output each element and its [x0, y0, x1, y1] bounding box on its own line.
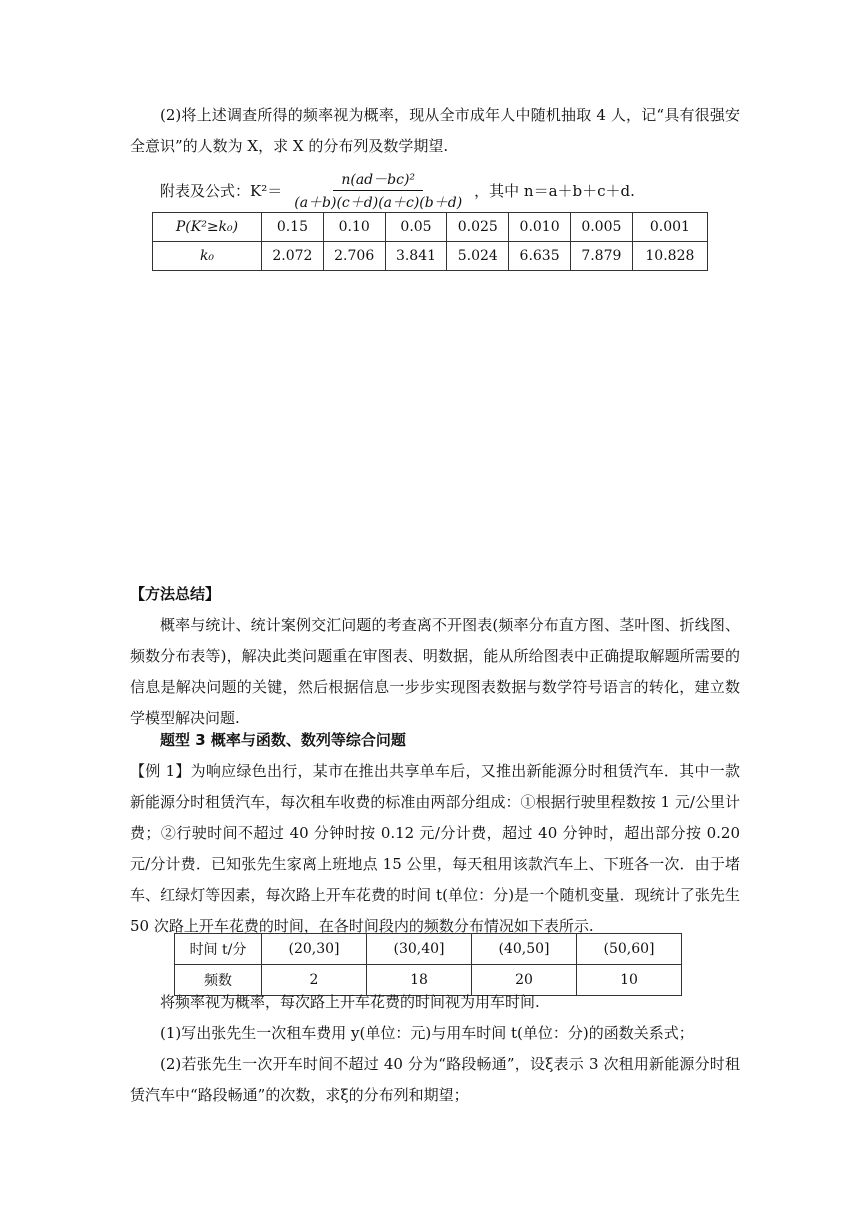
- question-1-text: (1)写出张先生一次租车费用 y(单位：元)与用车时间 t(单位：分)的函数关系式；: [160, 1024, 694, 1042]
- table-cell: 20: [472, 965, 577, 996]
- table-cell: (20,30]: [262, 934, 367, 965]
- question-2b-text: (2)若张先生一次开车时间不超过 40 分为“路段畅通”，设ξ表示 3 次租用新能源分时租赁汽车中“路段畅通”的次数，求ξ的分布列和期望；: [130, 1055, 740, 1104]
- formula-suffix: ，其中 n＝a＋b＋c＋d.: [474, 181, 635, 200]
- chi-square-fraction: [286, 169, 470, 212]
- table-row: [153, 213, 708, 242]
- table-cell: 7.879: [570, 242, 632, 271]
- table-cell: 3.841: [385, 242, 447, 271]
- question-2-text: (2)将上述调查所得的频率视为概率，现从全市成年人中随机抽取 4 人，记“具有很强安全意识”的人数为 X，求 X 的分布列及数学期望.: [130, 106, 740, 155]
- table-cell: 2.706: [323, 242, 385, 271]
- table-header-cell: P(K²≥k₀): [153, 213, 262, 242]
- fraction-numerator: n(ad－bc)²: [333, 169, 423, 191]
- table-cell: 0.025: [447, 213, 509, 242]
- table-cell: 6.635: [509, 242, 571, 271]
- table-cell: 0.10: [323, 213, 385, 242]
- table-cell: 0.05: [385, 213, 447, 242]
- table-cell: 0.005: [570, 213, 632, 242]
- table-row: [153, 242, 708, 271]
- table-cell: 2.072: [262, 242, 324, 271]
- table-cell: 0.010: [509, 213, 571, 242]
- table-header-cell: 频数: [175, 965, 262, 996]
- table-cell: 10: [577, 965, 682, 996]
- formula-line: [160, 165, 635, 215]
- table-cell: 18: [367, 965, 472, 996]
- method-summary: 概率与统计、统计案例交汇问题的考查离不开图表(频率分布直方图、茎叶图、折线图、频数分布表等)，解决此类问题重在审图表、明数据，能从所给图表中正确提取解题所需要的信息是解决问题的关键，然后根据信息一步步实现图表数据与数学符号语言的转化，建立数学模型解决问题.: [130, 616, 740, 727]
- table-cell: (30,40]: [367, 934, 472, 965]
- table-header-cell: 时间 t/分: [175, 934, 262, 965]
- table-header-cell: k₀: [153, 242, 262, 271]
- table-row: [175, 934, 682, 965]
- assumption-text: 将频率视为概率，每次路上开车花费的时间视为用车时间.: [160, 993, 540, 1011]
- example-1-text: 【例 1】为响应绿色出行，某市在推出共享单车后，又推出新能源分时租赁汽车．其中一款新能源分时租赁汽车，每次租车收费的标准由两部分组成：①根据行驶里程数按 1 元/公里计费；②行驶时间不超过 40 分钟时按 0.12 元/分计费，超过 40 分钟时，超出部分按 0.20 元/分计费．已知张先生家离上班地点 15 公里，每天租用该款汽车上、下班各一次．由于堵车、红绿灯等因素，每次路上开车花费的时间 t(单位：分)是一个随机变量．现统计了张先生 50 次路上开车花费的时间，在各时间段内的频数分布情况如下表所示.: [130, 762, 740, 935]
- formula-prefix: 附表及公式：K²＝: [160, 181, 283, 200]
- table-cell: (50,60]: [577, 934, 682, 965]
- method-heading: 【方法总结】: [130, 585, 221, 603]
- table-cell: (40,50]: [472, 934, 577, 965]
- table-cell: 0.001: [632, 213, 707, 242]
- table-cell: 2: [262, 965, 367, 996]
- table-cell: 0.15: [262, 213, 324, 242]
- type-3-heading: 题型 3 概率与函数、数列等综合问题: [160, 731, 406, 749]
- critical-value-table: [152, 212, 708, 271]
- fraction-denominator: (a＋b)(c＋d)(a＋c)(b＋d): [294, 194, 463, 211]
- table-cell: 10.828: [632, 242, 707, 271]
- table-cell: 5.024: [447, 242, 509, 271]
